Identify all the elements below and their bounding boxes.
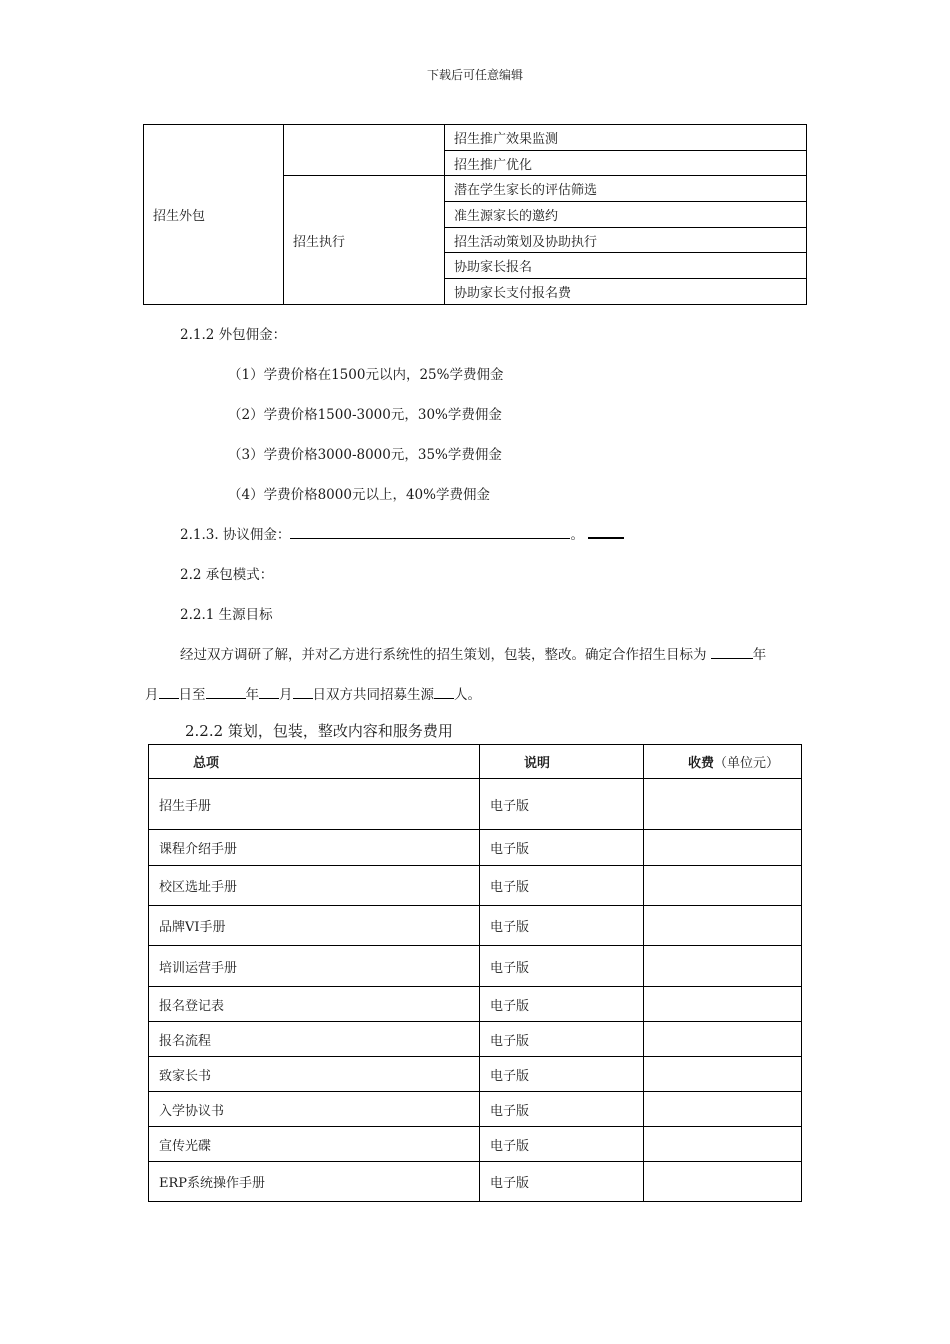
row-desc: 电子版 (480, 1162, 644, 1202)
section-2-1-2: 2.1.2 外包佣金： (180, 327, 287, 343)
fee-table (148, 744, 802, 1202)
header-fee-unit: （单位元） (714, 756, 780, 771)
scope-item: 协助家长报名 (445, 253, 807, 279)
row-item: 培训运营手册 (149, 946, 480, 987)
row-item: 校区选址手册 (149, 866, 480, 906)
row-desc: 电子版 (480, 1022, 644, 1057)
sub-category-cell: 招生执行 (284, 176, 445, 304)
section-2-1-3 (180, 523, 624, 543)
row-fee[interactable] (644, 1092, 802, 1127)
scope-item: 准生源家长的邀约 (445, 202, 807, 228)
row-item: 报名流程 (149, 1022, 480, 1057)
row-fee[interactable] (644, 1162, 802, 1202)
category-cell: 招生外包 (144, 125, 284, 305)
paragraph-text: 人。 (454, 687, 481, 703)
row-desc: 电子版 (480, 906, 644, 946)
row-desc: 电子版 (480, 1127, 644, 1162)
row-item: 致家长书 (149, 1057, 480, 1092)
scope-item: 招生推广效果监测 (445, 125, 807, 151)
row-desc: 电子版 (480, 830, 644, 866)
section-2-1-3-end: 。 (570, 527, 584, 543)
row-fee[interactable] (644, 779, 802, 830)
header-desc: 说明 (480, 745, 644, 779)
row-desc: 电子版 (480, 1057, 644, 1092)
row-item: 入学协议书 (149, 1092, 480, 1127)
row-item: 招生手册 (149, 779, 480, 830)
row-fee[interactable] (644, 906, 802, 946)
scope-item: 协助家长支付报名费 (445, 279, 807, 305)
section-2-2-2-heading: 2.2.2 策划，包装，整改内容和服务费用 (185, 722, 453, 740)
paragraph-text: 月 (279, 687, 293, 703)
row-desc: 电子版 (480, 866, 644, 906)
header-item: 总项 (149, 745, 480, 779)
scope-table (143, 124, 807, 305)
fill-blank[interactable] (711, 644, 753, 659)
target-paragraph-line2 (145, 683, 481, 703)
row-fee[interactable] (644, 866, 802, 906)
empty-cell (284, 125, 445, 176)
fill-blank[interactable] (159, 684, 179, 699)
section-2-1-3-label: 2.1.3. 协议佣金： (180, 527, 291, 543)
row-fee[interactable] (644, 1127, 802, 1162)
row-desc: 电子版 (480, 987, 644, 1022)
commission-item: （1）学费价格在1500元以内，25%学费佣金 (228, 367, 504, 383)
commission-item: （3）学费价格3000-8000元，35%学费佣金 (228, 447, 502, 463)
row-desc: 电子版 (480, 779, 644, 830)
target-paragraph-line1 (180, 643, 766, 663)
fill-blank[interactable] (206, 684, 246, 699)
row-fee[interactable] (644, 1022, 802, 1057)
paragraph-text: 日至 (178, 687, 206, 703)
header-fee-label: 收费 (688, 756, 715, 771)
scope-item: 潜在学生家长的评估筛选 (445, 176, 807, 202)
row-desc: 电子版 (480, 946, 644, 987)
paragraph-text: 年 (752, 647, 767, 663)
row-item: 课程介绍手册 (149, 830, 480, 866)
section-2-2-1: 2.2.1 生源目标 (180, 607, 273, 623)
commission-item: （4）学费价格8000元以上，40%学费佣金 (228, 487, 490, 503)
row-fee[interactable] (644, 946, 802, 987)
row-desc: 电子版 (480, 1092, 644, 1127)
paragraph-text: 年 (245, 687, 259, 703)
page-header: 下载后可任意编辑 (426, 68, 523, 82)
paragraph-text: 日双方共同招募生源 (312, 687, 434, 703)
fill-blank[interactable] (434, 684, 454, 699)
fill-blank[interactable] (588, 523, 624, 539)
row-fee[interactable] (644, 987, 802, 1022)
fill-blank[interactable] (259, 684, 279, 699)
row-item: 宣传光碟 (149, 1127, 480, 1162)
paragraph-text: 经过双方调研了解，并对乙方进行系统性的招生策划，包装，整改。确定合作招生目标为 (180, 647, 707, 663)
row-item: 品牌VI手册 (149, 906, 480, 946)
section-2-2: 2.2 承包模式： (180, 567, 274, 583)
fill-blank[interactable] (290, 524, 570, 539)
row-fee[interactable] (644, 830, 802, 866)
row-item: 报名登记表 (149, 987, 480, 1022)
scope-item: 招生推广优化 (445, 150, 807, 176)
commission-item: （2）学费价格1500-3000元，30%学费佣金 (228, 407, 502, 423)
paragraph-text: 月 (145, 687, 159, 703)
row-fee[interactable] (644, 1057, 802, 1092)
row-item: ERP系统操作手册 (149, 1162, 480, 1202)
fill-blank[interactable] (293, 684, 313, 699)
scope-item: 招生活动策划及协助执行 (445, 227, 807, 253)
header-fee (644, 745, 802, 779)
